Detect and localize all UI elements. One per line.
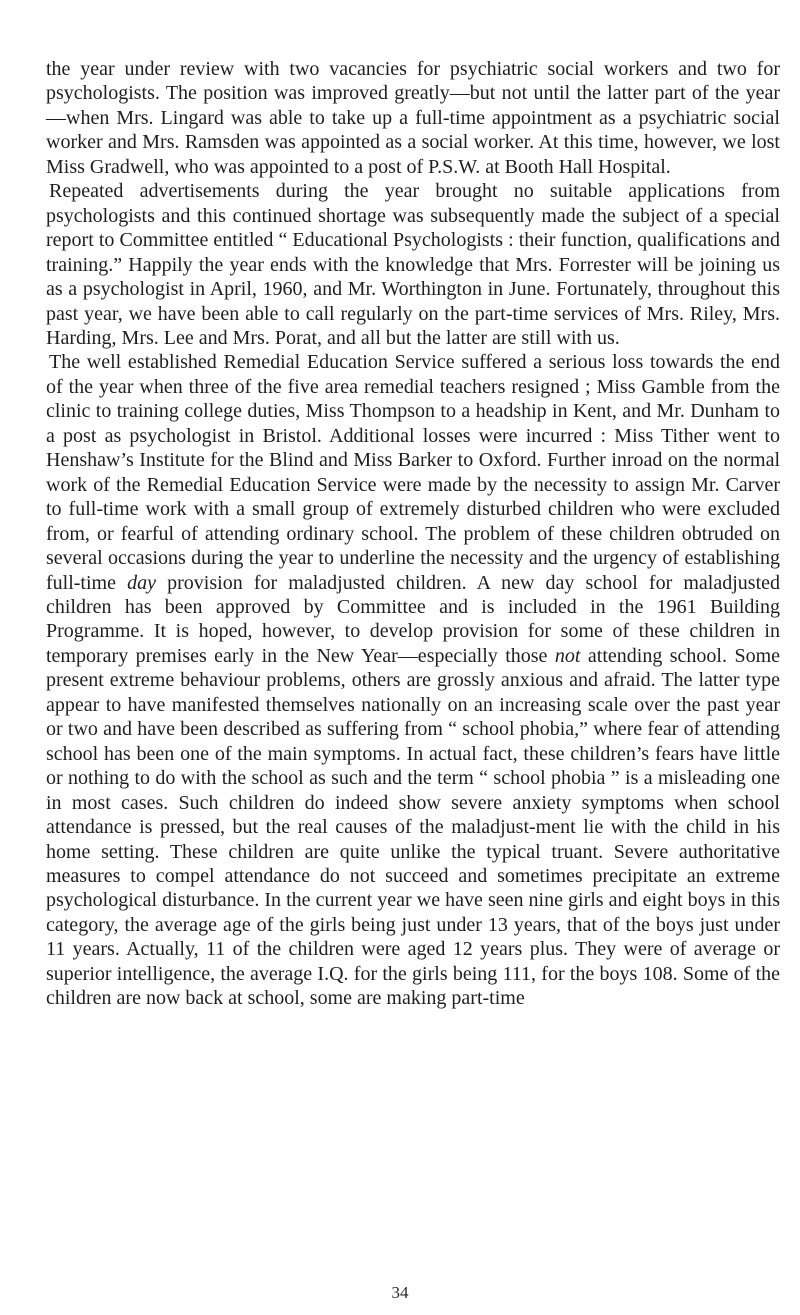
page-number: 34	[391, 1283, 409, 1302]
document-page	[46, 57, 780, 1011]
italic-emphasis: day	[127, 571, 157, 594]
italic-emphasis: not	[554, 644, 581, 667]
paragraph-text: provision for maladjusted children. A new day school for maladjusted children has been approved by Committee and is included in the 1961 Building Programme. It is hoped, however, to develop provision for some of these children in temporary premises early in the New Year—especially those	[46, 571, 781, 667]
paragraph-text: The well established Remedial Education Service suffered a serious loss towards the end of the year when three of the five area remedial teachers resigned ; Miss Gamble from the clinic to training college duties, Miss Thompson to a headship in Kent, and Mr. Dunham to a post as psychologist in Bristol. Additional losses were incurred : Miss Tither went to Henshaw’s Institute for the Blind and Miss Barker to Oxford. Further inroad on the normal work of the Remedial Education Service were made by the necessity to assign Mr. Carver to full-time work with a small group of extremely disturbed children who were excluded from, or fearful of attending ordinary school. The problem of these children obtruded on several occasions during the year to underline the necessity and the urgency of establishing full-time	[46, 351, 780, 594]
paragraph-1	[46, 57, 780, 179]
paragraph-2	[46, 179, 780, 350]
paragraph-text: the year under review with two vacancies for psychiatric social workers and two for psychologists. The position was improved greatly—but not until the latter part of the year—when Mrs. Lingard was able to take up a full-time appointment as a psychiatric social worker and Mrs. Ramsden was appointed as a social worker. At this time, however, we lost Miss Gradwell, who was appointed to a post of P.S.W. at Booth Hall Hospital.	[46, 58, 780, 178]
paragraph-text: Repeated advertisements during the year brought no suitable applications from psychologists and this continued shortage was subsequently made the subject of a special report to Committee entitled “ Educational Psychologists : their function, qualifications and training.” Happily the year ends with the knowledge that Mrs. Forrester will be joining us as a psychologist in April, 1960, and Mr. Worthington in June. Fortunately, throughout this past year, we have been able to call regularly on the part-time services of Mrs. Riley, Mrs. Harding, Mrs. Lee and Mrs. Porat, and all but the latter are still with us.	[46, 180, 780, 349]
paragraph-text: attending school. Some present extreme behaviour problems, others are grossly anxious and afraid. The latter type appear to have manifested themselves nationally on an increasing scale over the past year or two and have been described as suffering from “ school phobia,” where fear of attending school has been one of the main symptoms. In actual fact, these children’s fears have little or nothing to do with the school as such and the term “ school phobia ” is a misleading one in most cases. Such children do indeed show severe anxiety symptoms when school attendance is pressed, but the real causes of the maladjust-ment lie with the child in his home setting. These children are quite unlike the typical truant. Severe authoritative measures to compel attendance do not succeed and sometimes precipitate an extreme psychological disturbance. In the current year we have seen nine girls and eight boys in this category, the average age of the girls being just under 13 years, that of the boys just under 11 years. Actually, 11 of the children were aged 12 years plus. They were of average or superior intelligence, the average I.Q. for the girls being 111, for the boys 108. Some of the children are now back at school, some are making part-time	[46, 644, 780, 1010]
paragraph-3	[46, 350, 780, 1010]
